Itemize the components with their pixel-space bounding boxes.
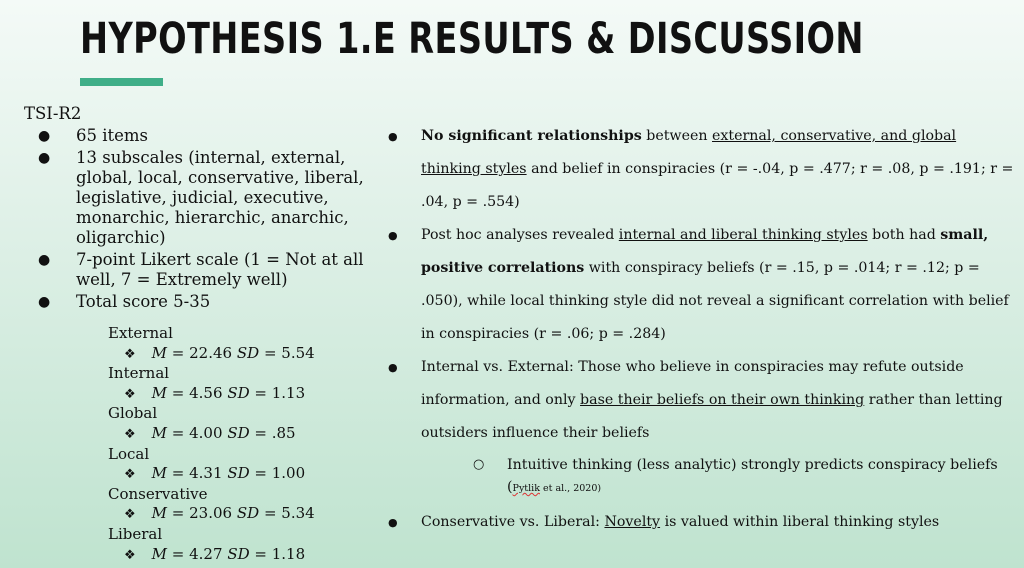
- bullet-icon: ●: [38, 252, 51, 268]
- stat-category: Liberal: [108, 524, 163, 543]
- bullet-icon: ●: [388, 130, 398, 143]
- left-column: [24, 104, 364, 565]
- subscale-stats: [108, 324, 364, 565]
- stat-value: ❖ M = 22.46 SD = 5.54: [124, 343, 315, 362]
- stat-value: ❖ M = 4.56 SD = 1.13: [124, 383, 306, 402]
- tsi-heading: TSI-R2: [24, 104, 82, 123]
- stat-value: ❖ M = 23.06 SD = 5.34: [124, 504, 315, 523]
- stat-category: Local: [108, 444, 150, 463]
- stat-category: Internal: [108, 364, 170, 383]
- diamond-bullet-icon: ❖: [124, 386, 136, 402]
- sub-list-item: ○ Intuitive thinking (less analytic) strongly predicts conspiracy beliefs (Pytlik et al., 2020): [421, 454, 1016, 500]
- bullet-icon: ●: [388, 229, 398, 242]
- diamond-bullet-icon: ❖: [124, 426, 136, 442]
- list-item: ● Conservative vs. Liberal: Novelty is valued within liberal thinking styles: [386, 506, 1016, 539]
- list-item: ● Total score 5-35: [38, 292, 211, 311]
- diamond-bullet-icon: ❖: [124, 547, 136, 563]
- bullet-icon: ●: [38, 128, 51, 144]
- bullet-icon: ●: [38, 150, 51, 166]
- list-item: ● 7-point Likert scale (1 = Not at all well, 7 = Extremely well): [38, 250, 364, 289]
- stat-category: External: [108, 324, 173, 342]
- list-item: ● Post hoc analyses revealed internal and liberal thinking styles both had small, positive correlations with conspiracy beliefs (r = .15, p = .014; r = .12; p = .050), while local thinking style did not reveal a significant correlation with belief in conspiracies (r = .06; p = .284): [386, 219, 1016, 351]
- stat-category: Conservative: [108, 484, 208, 503]
- bullet-icon: ●: [388, 516, 398, 529]
- diamond-bullet-icon: ❖: [124, 507, 136, 523]
- diamond-bullet-icon: ❖: [124, 346, 136, 362]
- tsi-bullet-list: [24, 126, 364, 312]
- discussion-list: [386, 120, 1016, 539]
- stat-value: ❖ M = 4.00 SD = .85: [124, 423, 296, 442]
- stat-category: Global: [108, 404, 158, 423]
- stat-value: ❖ M = 4.27 SD = 1.18: [124, 544, 306, 563]
- list-item: ● Internal vs. External: Those who believe in conspiracies may refute outside information, and only base their beliefs on their own thinking rather than letting outsiders influence their beliefs ○ Intuitive thinking (less analytic) strongly predicts conspiracy beliefs (Pytlik et al., 2020): [386, 351, 1016, 500]
- bullet-icon: ●: [38, 294, 51, 310]
- circle-bullet-icon: ○: [473, 457, 485, 472]
- stat-value: ❖ M = 4.31 SD = 1.00: [124, 464, 306, 483]
- list-item: ● 13 subscales (internal, external, global, local, conservative, liberal, legislative, judicial, executive, monarchic, hierarchic, anarchic, oligarchic): [38, 148, 364, 247]
- title-accent-bar: [80, 78, 163, 86]
- diamond-bullet-icon: ❖: [124, 467, 136, 483]
- page-title: HYPOTHESIS 1.E RESULTS & DISCUSSION: [80, 14, 864, 64]
- bullet-icon: ●: [388, 361, 398, 374]
- list-item: ● No significant relationships between external, conservative, and global thinking styles and belief in conspiracies (r = -.04, p = .477; r = .08, p = .191; r = .04, p = .554): [386, 120, 1016, 219]
- right-column: [386, 120, 1016, 539]
- list-item: ● 65 items: [38, 126, 149, 145]
